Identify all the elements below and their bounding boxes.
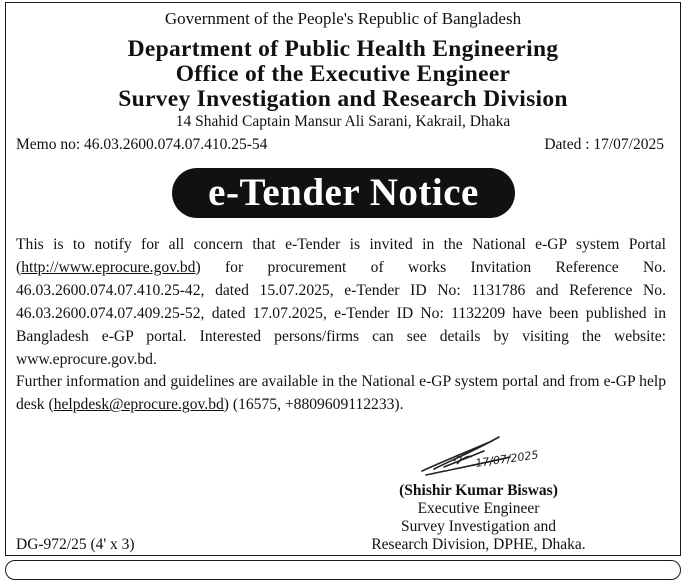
handwritten-signature <box>414 431 564 479</box>
government-line: Government of the People's Republic of Bangladesh <box>164 9 522 28</box>
signer-designation: Executive Engineer <box>417 500 540 517</box>
body-text-part: Further information and guidelines are available in the National e-GP system portal and from e-GP help desk ( <box>16 373 666 414</box>
dg-code: DG-972/25 (4' x 3) <box>16 536 135 553</box>
body-text-part: ) (16575, +8809609112233). <box>223 396 404 414</box>
signer-office-line2: Research Division, DPHE, Dhaka. <box>371 536 586 553</box>
department-name: Department of Public Health Engineering <box>127 36 559 62</box>
memo-number: Memo no: 46.03.2600.074.07.410.25-54 <box>16 136 268 153</box>
signer-office-line1: Survey Investigation and <box>401 518 556 535</box>
body-text-part: ) for procurement of works Invitation Reference No. 46.03.2600.074.07.410.25-42, dated 15.07.2025, e-Tender ID No: 1131786 and Reference No. 46.03.2600.074.07.409.25-52, dated 17.07.2025, e-Tender ID No: 1132209 have been published in Bangladesh e-GP portal. Interested persons/firms can see details by visiting the website: www.eprocure.gov.bd. <box>16 258 666 368</box>
help-paragraph <box>16 371 666 417</box>
signer-name: (Shishir Kumar Biswas) <box>399 482 558 499</box>
eprocure-link[interactable]: http://www.eprocure.gov.bd <box>21 258 196 276</box>
memo-date: Dated : 17/07/2025 <box>544 136 664 153</box>
signature-date: 17/07/2025 <box>474 448 540 470</box>
next-notice-border <box>5 560 681 580</box>
body-text-part: This is to notify for all concern that e-Tender is invited in the National e-GP system Portal ( <box>16 236 666 276</box>
notice-title: e-Tender Notice <box>172 168 515 218</box>
office-address: 14 Shahid Captain Mansur Ali Sarani, Kakrail, Dhaka <box>175 113 511 130</box>
notice-body <box>16 234 666 417</box>
division-name: Survey Investigation and Research Division <box>118 86 568 112</box>
tender-notice <box>5 2 681 556</box>
helpdesk-email-link[interactable]: helpdesk@eprocure.gov.bd <box>53 396 224 414</box>
office-name: Office of the Executive Engineer <box>175 61 511 87</box>
